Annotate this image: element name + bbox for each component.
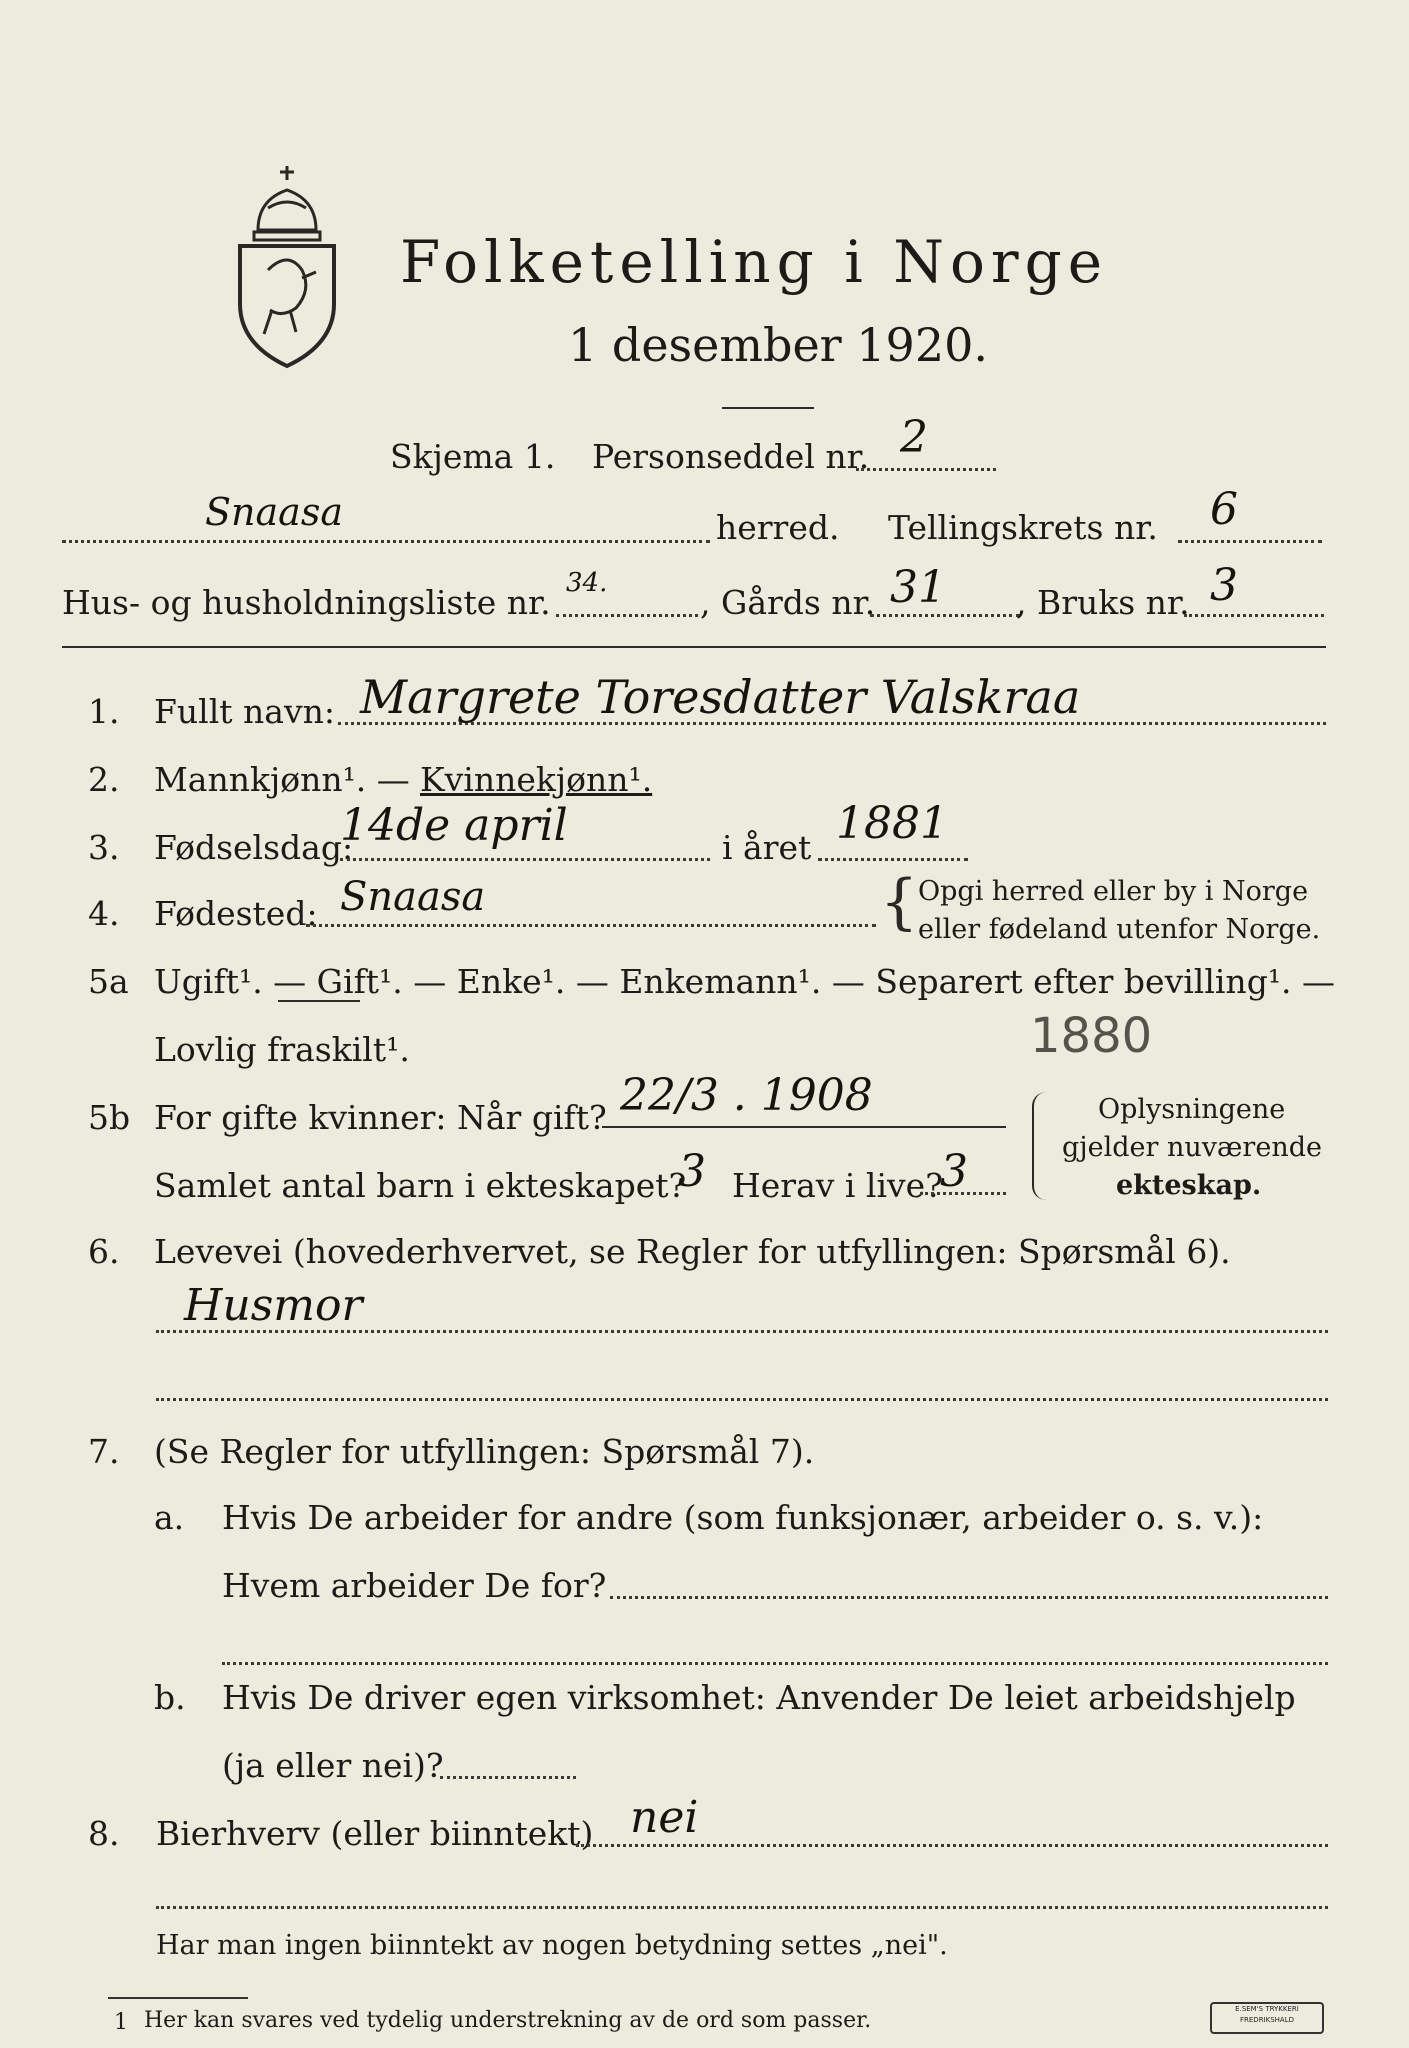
herred-value[interactable]: Snaasa xyxy=(205,490,343,534)
q5b-number: 5b xyxy=(88,1098,131,1137)
alive-value[interactable]: 3 xyxy=(940,1146,968,1197)
gift-underline xyxy=(278,1000,360,1002)
birthplace-note-1: Opgi herred eller by i Norge xyxy=(918,876,1309,907)
tellingskrets-value[interactable]: 6 xyxy=(1210,484,1238,535)
coat-of-arms-icon xyxy=(228,160,346,370)
q7b-line-1: Hvis De driver egen virksomhet: Anvender De leiet arbeidshjelp xyxy=(222,1678,1296,1717)
q1-number: 1. xyxy=(88,692,120,731)
employer-line-1[interactable] xyxy=(610,1596,1328,1599)
footnote-separator xyxy=(108,1997,248,1999)
gards-line xyxy=(870,614,1020,617)
marriage-note-1: Oplysningene xyxy=(1098,1094,1286,1125)
q5a-number: 5a xyxy=(88,962,129,1001)
birthdate-line xyxy=(340,858,710,861)
title-divider xyxy=(722,407,814,409)
marital-status-options[interactable]: Ugift¹. — Gift¹. — Enke¹. — Enkemann¹. — Separert efter bevilling¹. — xyxy=(154,962,1336,1001)
alive-label: Herav i live? xyxy=(732,1166,943,1205)
footer-note: Har man ingen biinntekt av nogen betydning settes „nei". xyxy=(156,1930,948,1961)
birthplace-line xyxy=(306,924,876,927)
q2-number: 2. xyxy=(88,760,120,799)
herred-label: herred. xyxy=(716,508,840,547)
personseddel-label: Personseddel nr. xyxy=(592,437,870,476)
birthplace-note-brace: { xyxy=(880,867,919,937)
gards-value[interactable]: 31 xyxy=(890,562,946,613)
bruks-line xyxy=(1184,614,1324,617)
footnote-text: Her kan svares ved tydelig understrekning av de ord som passer. xyxy=(144,2008,872,2033)
q7-number: 7. xyxy=(88,1432,120,1471)
birth-year-line xyxy=(818,858,968,861)
children-label: Samlet antal barn i ekteskapet? xyxy=(154,1166,687,1205)
occupation-line-2 xyxy=(156,1398,1328,1401)
footnote-number: 1 xyxy=(114,2010,128,2035)
printer-line-1: E.SEM'S TRYKKERI xyxy=(1235,2005,1299,2013)
household-list-value[interactable]: 34. xyxy=(566,568,608,598)
birthplace-note-2: eller fødeland utenfor Norge. xyxy=(918,914,1321,945)
household-list-label: Hus- og husholdningsliste nr. xyxy=(62,583,551,622)
marital-status-options-2[interactable]: Lovlig fraskilt¹. xyxy=(154,1030,410,1069)
birth-year-label: i året xyxy=(722,828,812,867)
q4-label: Fødested: xyxy=(154,894,318,933)
annotation-year: 1880 xyxy=(1030,1008,1153,1064)
q8-number: 8. xyxy=(88,1814,120,1853)
full-name-value[interactable]: Margrete Toresdatter Valskraa xyxy=(360,670,1081,724)
side-income-line xyxy=(576,1844,1328,1847)
birth-year-value[interactable]: 1881 xyxy=(836,798,948,849)
personseddel-value[interactable]: 2 xyxy=(900,412,928,463)
schema-label: Skjema 1. xyxy=(390,437,556,476)
married-date-line xyxy=(602,1126,1006,1128)
form-date: 1 desember 1920. xyxy=(568,318,988,372)
herred-line xyxy=(62,540,710,543)
printer-line-2: FREDRIKSHALD xyxy=(1239,2016,1294,2024)
children-line xyxy=(920,1192,1006,1195)
side-income-value[interactable]: nei xyxy=(630,1792,699,1843)
bruks-value[interactable]: 3 xyxy=(1210,560,1238,611)
bruks-label: , Bruks nr. xyxy=(1016,583,1190,622)
tellingskrets-label: Tellingskrets nr. xyxy=(888,508,1158,547)
q7b-line-2: (ja eller nei)? xyxy=(222,1746,444,1785)
marriage-note-2: gjelder nuværende xyxy=(1062,1132,1322,1163)
personseddel-line xyxy=(856,468,996,471)
gender-female-option[interactable]: Kvinnekjønn¹. xyxy=(420,760,653,799)
q8-label: Bierhverv (eller biinntekt) xyxy=(156,1814,594,1853)
header-separator xyxy=(62,646,1326,648)
q7a-line-2: Hvem arbeider De for? xyxy=(222,1566,607,1605)
marriage-note-bracket xyxy=(1032,1092,1048,1200)
q7a-line-1: Hvis De arbeider for andre (som funksjonær, arbeider o. s. v.): xyxy=(222,1498,1264,1537)
tellingskrets-line xyxy=(1178,540,1322,543)
q5b-label: For gifte kvinner: Når gift? xyxy=(154,1098,607,1137)
side-income-line-2 xyxy=(156,1906,1328,1909)
q7-label: (Se Regler for utfyllingen: Spørsmål 7). xyxy=(154,1432,815,1471)
form-title: Folketelling i Norge xyxy=(400,228,1109,296)
q7b-letter: b. xyxy=(154,1678,186,1717)
gards-label: , Gårds nr. xyxy=(700,583,876,622)
q3-number: 3. xyxy=(88,828,120,867)
occupation-value[interactable]: Husmor xyxy=(184,1280,363,1331)
birthplace-value[interactable]: Snaasa xyxy=(340,874,486,920)
occupation-line-1 xyxy=(156,1330,1328,1333)
q3-label: Fødselsdag: xyxy=(154,828,354,867)
employer-line-2[interactable] xyxy=(222,1662,1328,1665)
marriage-note-3: ekteskap. xyxy=(1116,1170,1262,1201)
children-value[interactable]: 3 xyxy=(678,1146,706,1197)
q4-number: 4. xyxy=(88,894,120,933)
birthdate-value[interactable]: 14de april xyxy=(340,800,568,851)
hired-help-line[interactable] xyxy=(440,1776,576,1779)
gender-male-option[interactable]: Mannkjønn¹. — xyxy=(154,760,410,799)
q6-label: Levevei (hovederhvervet, se Regler for utfyllingen: Spørsmål 6). xyxy=(154,1232,1231,1271)
q7a-letter: a. xyxy=(154,1498,185,1537)
married-date-value[interactable]: 22/3 . 1908 xyxy=(620,1070,873,1121)
q6-number: 6. xyxy=(88,1232,120,1271)
printer-stamp xyxy=(1210,2002,1324,2034)
q1-label: Fullt navn: xyxy=(154,692,335,731)
household-list-line xyxy=(556,614,698,617)
